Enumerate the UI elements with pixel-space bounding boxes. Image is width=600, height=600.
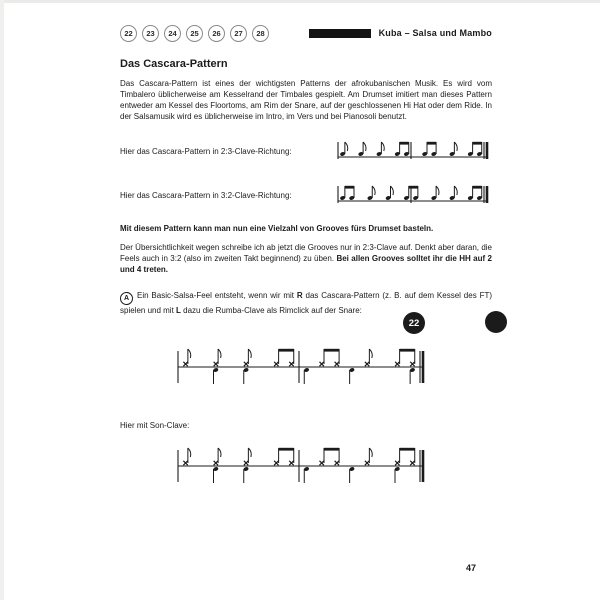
chapter-tab-numbers <box>120 25 274 42</box>
notation-groove-rumba-clave <box>168 340 430 394</box>
sticking-l-label: L <box>176 306 181 315</box>
page-header <box>120 24 492 42</box>
pattern-label-32: Hier das Cascara-Pattern in 3:2-Clave-Richtung: <box>120 190 292 200</box>
note-paragraph-bold: Bei allen Grooves solltet ihr die HH auf 2 und 4 treten. <box>120 254 492 274</box>
chapter-title: Kuba – Salsa und Mambo <box>378 28 492 38</box>
scan-edge-top <box>0 0 600 3</box>
section-title: Das Cascara-Pattern <box>120 58 228 70</box>
tab-number-22: 22 <box>120 25 137 42</box>
tab-number-24: 24 <box>164 25 181 42</box>
chapter-number-badge: 22 <box>403 312 425 334</box>
grooves-bold-line: Mit diesem Pattern kann man nun eine Vielzahl von Grooves fürs Drumset basteln. <box>120 224 434 233</box>
main-content <box>120 58 492 493</box>
note-paragraph-text: Der Übersichtlichkeit wegen schreibe ich ab jetzt die Grooves nur in 2:3-Clave auf. Denkt aber daran, die Feels auch in 3:2 (also im zweiten Takt beginnend) zu üben. <box>120 243 492 263</box>
pattern-label-23: Hier das Cascara-Pattern in 2:3-Clave-Richtung: <box>120 146 292 156</box>
scan-edge-left <box>0 0 4 600</box>
chapter-title-bar <box>309 29 371 38</box>
tab-number-28: 28 <box>252 25 269 42</box>
groove-a-marker: A <box>120 292 133 305</box>
son-clave-label: Hier mit Son-Clave: <box>120 421 190 430</box>
sticking-r-label: R <box>296 291 303 300</box>
notation-groove-son-clave <box>168 439 430 493</box>
notation-cascara-32 <box>330 180 492 210</box>
groove-a-text-2: das Cascara-Pattern (z. B. auf dem Kessel des FT) spielen und mit <box>120 291 493 315</box>
pattern-row-23 <box>120 136 492 166</box>
intro-paragraph: Das Cascara-Pattern ist eines der wichtigsten Patterns der afrokubanischen Musik. Es wird vom Timbalero üblicherweise am Kesselrand der Timbales gespielt. Am Drumset imitiert man dieses Pattern entweder am Kessel des Floortoms, am Rim der Snare, auf der geschlossenen Hi Hat oder dem Ride. In der Salsamusik wird es üblicherweise im Intro, im Vers und bei Pianosoli benutzt. <box>120 79 492 121</box>
groove-a-text-3: dazu die Rumba-Clave als Rimclick auf der Snare: <box>180 306 362 315</box>
groove-a-paragraph <box>120 290 492 316</box>
chapter-header <box>309 28 492 38</box>
notation-cascara-23 <box>330 136 492 166</box>
tab-number-26: 26 <box>208 25 225 42</box>
tab-number-27: 27 <box>230 25 247 42</box>
note-paragraph <box>120 242 492 275</box>
page-number: 47 <box>465 563 476 573</box>
tab-number-23: 23 <box>142 25 159 42</box>
groove-a-text-1: Ein Basic-Salsa-Feel entsteht, wenn wir mit <box>137 291 297 300</box>
tab-number-25: 25 <box>186 25 203 42</box>
page-edge-tab-marker <box>485 311 507 333</box>
pattern-row-32 <box>120 180 492 210</box>
